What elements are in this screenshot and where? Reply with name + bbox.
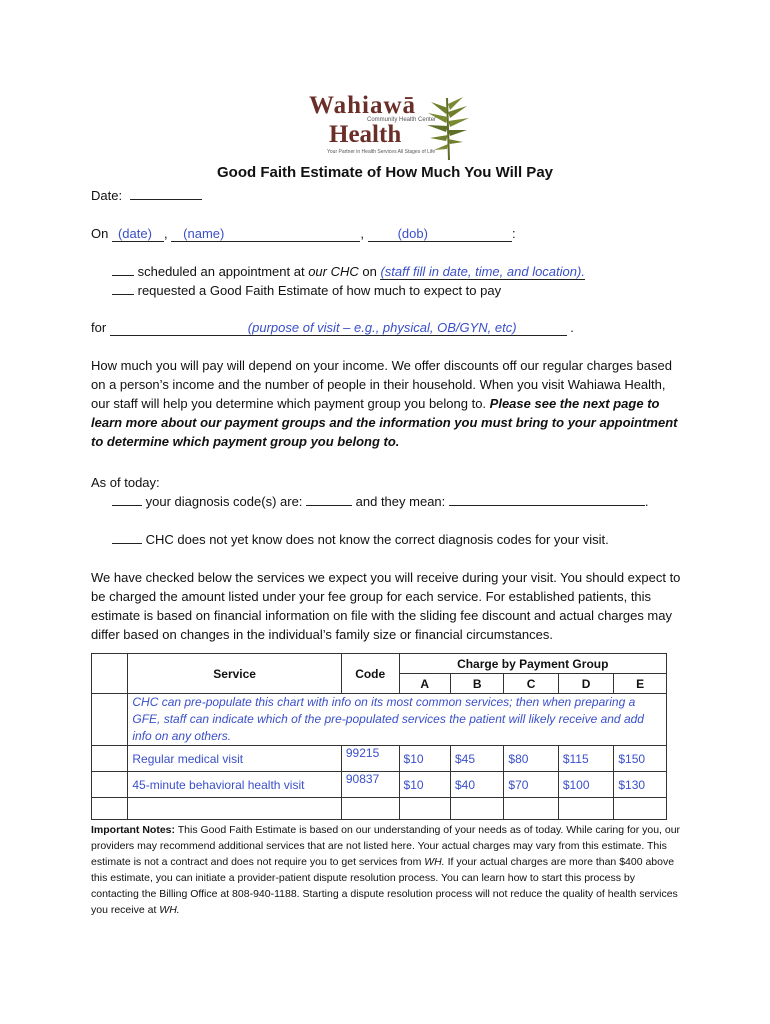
service-cell: 45-minute behavioral health visit xyxy=(128,772,342,798)
checked-paragraph: We have checked below the services we expect you will receive during your visit. You should expect to be charged the amount listed under your fee group for each service. For established patients, this estimate is based on financial information on file with the sliding fee discount and actual charges may differ based on changes in the individual’s family size or financial circumstances. xyxy=(91,570,681,642)
for-prefix: for xyxy=(91,320,110,335)
scheduled-check-blank[interactable] xyxy=(112,262,134,276)
empty-cell[interactable] xyxy=(450,798,503,820)
chc-unknown-text: CHC does not yet know does not know the correct diagnosis codes for your visit. xyxy=(142,532,609,547)
charge-cell-a: $10 xyxy=(399,772,450,798)
empty-cell[interactable] xyxy=(614,798,667,820)
group-header-e: E xyxy=(614,674,667,694)
requested-check-blank[interactable] xyxy=(112,281,134,295)
charge-cell-e: $150 xyxy=(614,746,667,772)
empty-cell[interactable] xyxy=(341,798,399,820)
charge-cell-e: $130 xyxy=(614,772,667,798)
service-header: Service xyxy=(128,654,342,694)
important-notes xyxy=(91,822,681,918)
code-cell: 99215 xyxy=(341,746,399,772)
group-header-b: B xyxy=(450,674,503,694)
for-row xyxy=(91,318,574,337)
table-blank-cell xyxy=(92,654,128,694)
diag-code-blank[interactable] xyxy=(306,492,352,506)
group-header-a: A xyxy=(399,674,450,694)
charge-cell-a: $10 xyxy=(399,746,450,772)
table-row xyxy=(92,772,667,798)
logo-subtitle: Community Health Center xyxy=(367,117,437,123)
note-blank-cell xyxy=(92,694,128,746)
group-header-d: D xyxy=(558,674,614,694)
notes-text-1: This Good Faith Estimate is based on our understanding of your needs as of today. While caring for you, our providers may recommend additional services that are not listed here. Your actual charges may vary from this estimate. This estimate is not a contract and does not require you to get services from xyxy=(91,824,681,868)
date-field[interactable]: (date) xyxy=(112,226,164,242)
fern-leaf-icon xyxy=(423,94,473,162)
diag-meaning-blank[interactable] xyxy=(449,492,645,506)
on-row: On (date) , (name) , (dob) : xyxy=(91,226,516,241)
notes-label: Important Notes: xyxy=(91,824,175,836)
dob-field[interactable]: (dob) xyxy=(368,226,512,242)
empty-cell[interactable] xyxy=(92,798,128,820)
charge-cell-c: $80 xyxy=(504,746,558,772)
requested-row xyxy=(112,281,501,300)
logo-name-bottom: Health xyxy=(329,121,402,148)
diag-text-a: your diagnosis code(s) are: xyxy=(142,494,307,509)
scheduled-text: scheduled an appointment at xyxy=(134,264,309,279)
empty-cell[interactable] xyxy=(504,798,558,820)
wahiawa-health-logo xyxy=(305,92,470,162)
notes-wh-2: WH. xyxy=(159,904,180,916)
code-cell: 90837 xyxy=(341,772,399,798)
code-header: Code xyxy=(341,654,399,694)
charge-cell-c: $70 xyxy=(504,772,558,798)
service-cell: Regular medical visit xyxy=(128,746,342,772)
logo-name-top: Wahiawā xyxy=(309,92,417,119)
chc-unknown-row xyxy=(112,530,609,549)
as-of-label: As of today: xyxy=(91,475,160,490)
logo-tagline: Your Partner in Health Services All Stages of Life xyxy=(327,149,436,155)
date-row xyxy=(91,186,202,205)
date-blank[interactable] xyxy=(130,186,202,200)
staff-fill-field[interactable]: (staff fill in date, time, and location). xyxy=(380,264,585,279)
scheduled-our-chc: our CHC xyxy=(308,264,359,279)
date-label: Date: xyxy=(91,188,123,203)
requested-text: requested a Good Faith Estimate of how much to expect to pay xyxy=(134,283,502,298)
empty-cell[interactable] xyxy=(399,798,450,820)
name-field[interactable]: (name) xyxy=(171,226,360,242)
charge-cell-b: $40 xyxy=(450,772,503,798)
purpose-field[interactable]: (purpose of visit – e.g., physical, OB/GYN, etc) xyxy=(110,320,567,336)
table-row xyxy=(92,746,667,772)
diagnosis-row: your diagnosis code(s) are: and they mean: . xyxy=(112,492,649,511)
table-note-row xyxy=(92,694,667,746)
services-table xyxy=(91,653,667,820)
notes-wh-1: WH. xyxy=(424,856,445,868)
notes-text-2: If your actual charges are more than $400 above this estimate, you can initiate a provider-patient dispute resolution process. You can learn how to start this process by contacting the Billing Office at 808-940-1188. Starting a dispute resolution process will not reduce the quality of health services you receive at xyxy=(91,856,678,916)
charge-cell-b: $45 xyxy=(450,746,503,772)
intro-bold-text: Please see the next page to learn more about our payment groups and the information you must bring to your appointment to determine which payment group you belong to. xyxy=(91,396,678,449)
intro-paragraph xyxy=(91,356,683,451)
for-suffix: . xyxy=(566,320,574,335)
scheduled-row xyxy=(112,262,585,281)
table-header-row xyxy=(92,654,667,674)
diag-check-blank[interactable] xyxy=(112,492,142,506)
table-note: CHC can pre-populate this chart with info on its most common services; then when preparing a GFE, staff can indicate which of the pre-populated services the patient will likely receive and add info on any others. xyxy=(128,694,667,746)
row-select-cell[interactable] xyxy=(92,746,128,772)
table-row-empty xyxy=(92,798,667,820)
charge-cell-d: $100 xyxy=(558,772,614,798)
diag-text-b: and they mean: xyxy=(352,494,449,509)
charge-header: Charge by Payment Group xyxy=(399,654,666,674)
page-title: Good Faith Estimate of How Much You Will Pay xyxy=(217,164,553,181)
charge-cell-d: $115 xyxy=(558,746,614,772)
on-prefix: On xyxy=(91,226,112,241)
scheduled-on: on xyxy=(358,264,381,279)
empty-cell[interactable] xyxy=(558,798,614,820)
empty-cell[interactable] xyxy=(128,798,342,820)
intro-text: How much you will pay will depend on your income. We offer discounts off our regular charges based on a person’s income and the number of people in their household. When you visit Wahiawa Health, our staff will help you determine which payment group you belong to. xyxy=(91,358,672,411)
chc-check-blank[interactable] xyxy=(112,530,142,544)
row-select-cell[interactable] xyxy=(92,772,128,798)
group-header-c: C xyxy=(504,674,558,694)
